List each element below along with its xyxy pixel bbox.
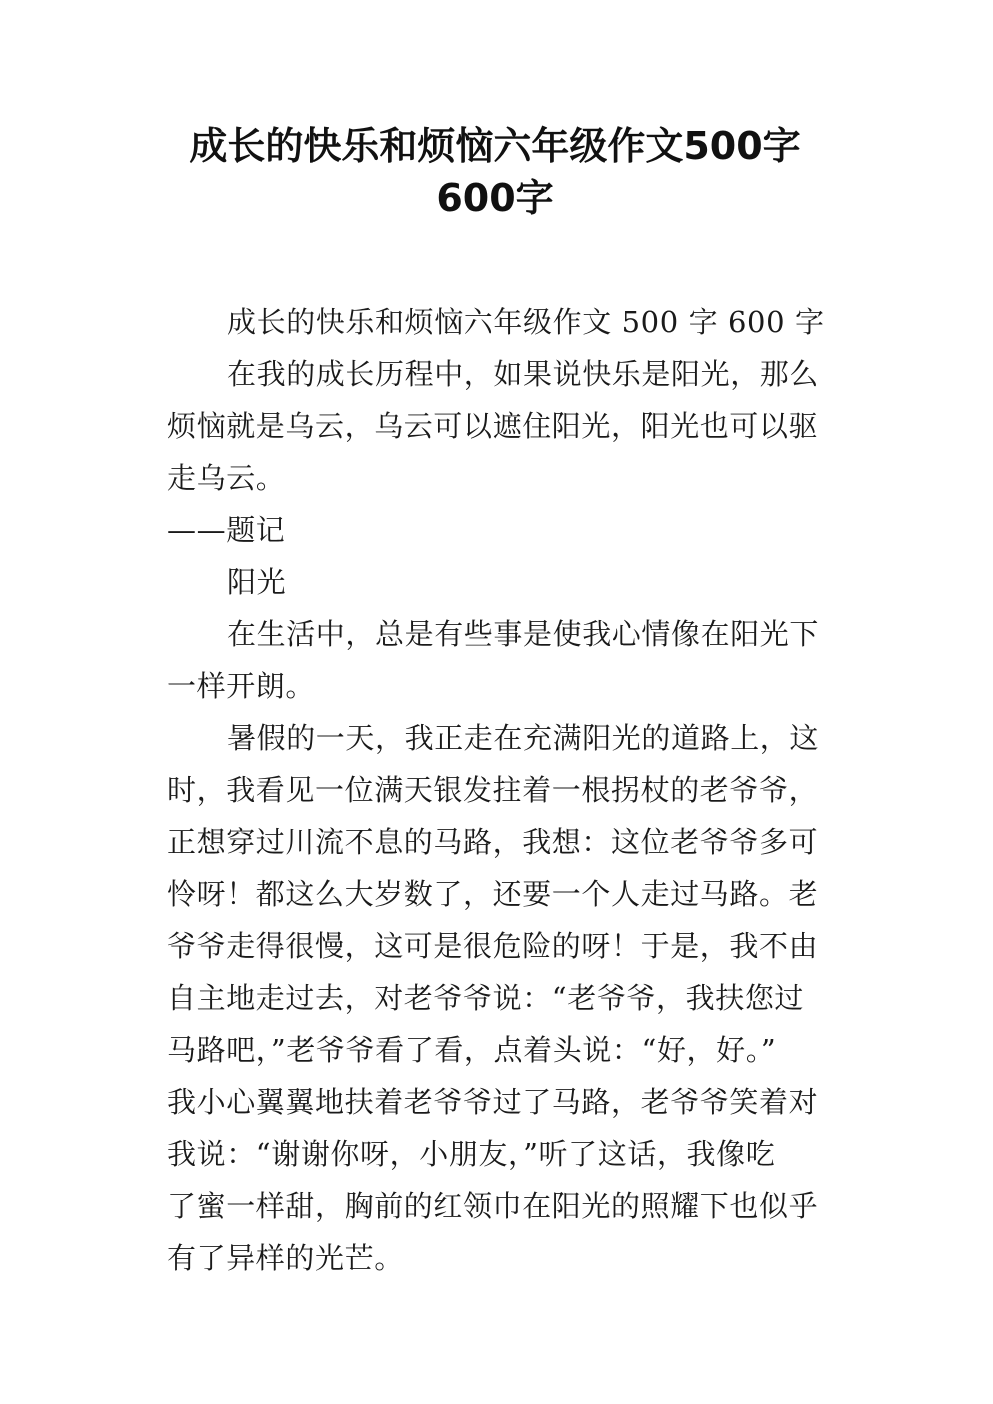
text-line: 马路吧，”老爷爷看了看，点着头说：“好，好。” — [167, 1033, 777, 1067]
epigraph-signature: ——题记 — [167, 513, 286, 547]
text-line: 我小心翼翼地扶着老爷爷过了马路，老爷爷笑着对 — [167, 1085, 819, 1119]
paragraph-intro — [167, 348, 827, 504]
text-line: 时，我看见一位满天银发拄着一根拐杖的老爷爷， — [167, 773, 819, 807]
text-line: 正想穿过川流不息的马路，我想：这位老爷爷多可 — [167, 825, 819, 859]
paragraph-3 — [167, 712, 827, 1284]
text-line: 烦恼就是乌云，乌云可以遮住阳光，阳光也可以驱 — [167, 409, 819, 443]
text-line: 一样开朗。 — [167, 669, 316, 703]
essay-heading: 成长的快乐和烦恼六年级作文 500 字 600 字 — [227, 305, 825, 339]
section-heading: 阳光 — [227, 565, 287, 599]
text-line: 走乌云。 — [167, 461, 286, 495]
text-line: 爷爷走得很慢，这可是很危险的呀！于是，我不由 — [167, 929, 819, 963]
text-line: 怜呀！都这么大岁数了，还要一个人走过马路。老 — [167, 877, 819, 911]
title-line-2: 600字 — [436, 176, 554, 220]
text-line: 在我的成长历程中，如果说快乐是阳光，那么 — [227, 357, 820, 391]
title-line-1: 成长的快乐和烦恼六年级作文500字 — [189, 124, 801, 168]
paragraph-2 — [167, 608, 827, 712]
text-line: 有了异样的光芒。 — [167, 1241, 404, 1275]
text-line: 了蜜一样甜，胸前的红领巾在阳光的照耀下也似乎 — [167, 1189, 819, 1223]
text-line: 在生活中，总是有些事是使我心情像在阳光下 — [227, 617, 820, 651]
document-body — [167, 296, 827, 1284]
document-title — [150, 120, 840, 224]
text-line: 暑假的一天，我正走在充满阳光的道路上，这 — [227, 721, 820, 755]
text-line: 自主地走过去，对老爷爷说：“老爷爷，我扶您过 — [167, 981, 805, 1015]
text-line: 我说：“谢谢你呀，小朋友，”听了这话，我像吃 — [167, 1137, 776, 1171]
